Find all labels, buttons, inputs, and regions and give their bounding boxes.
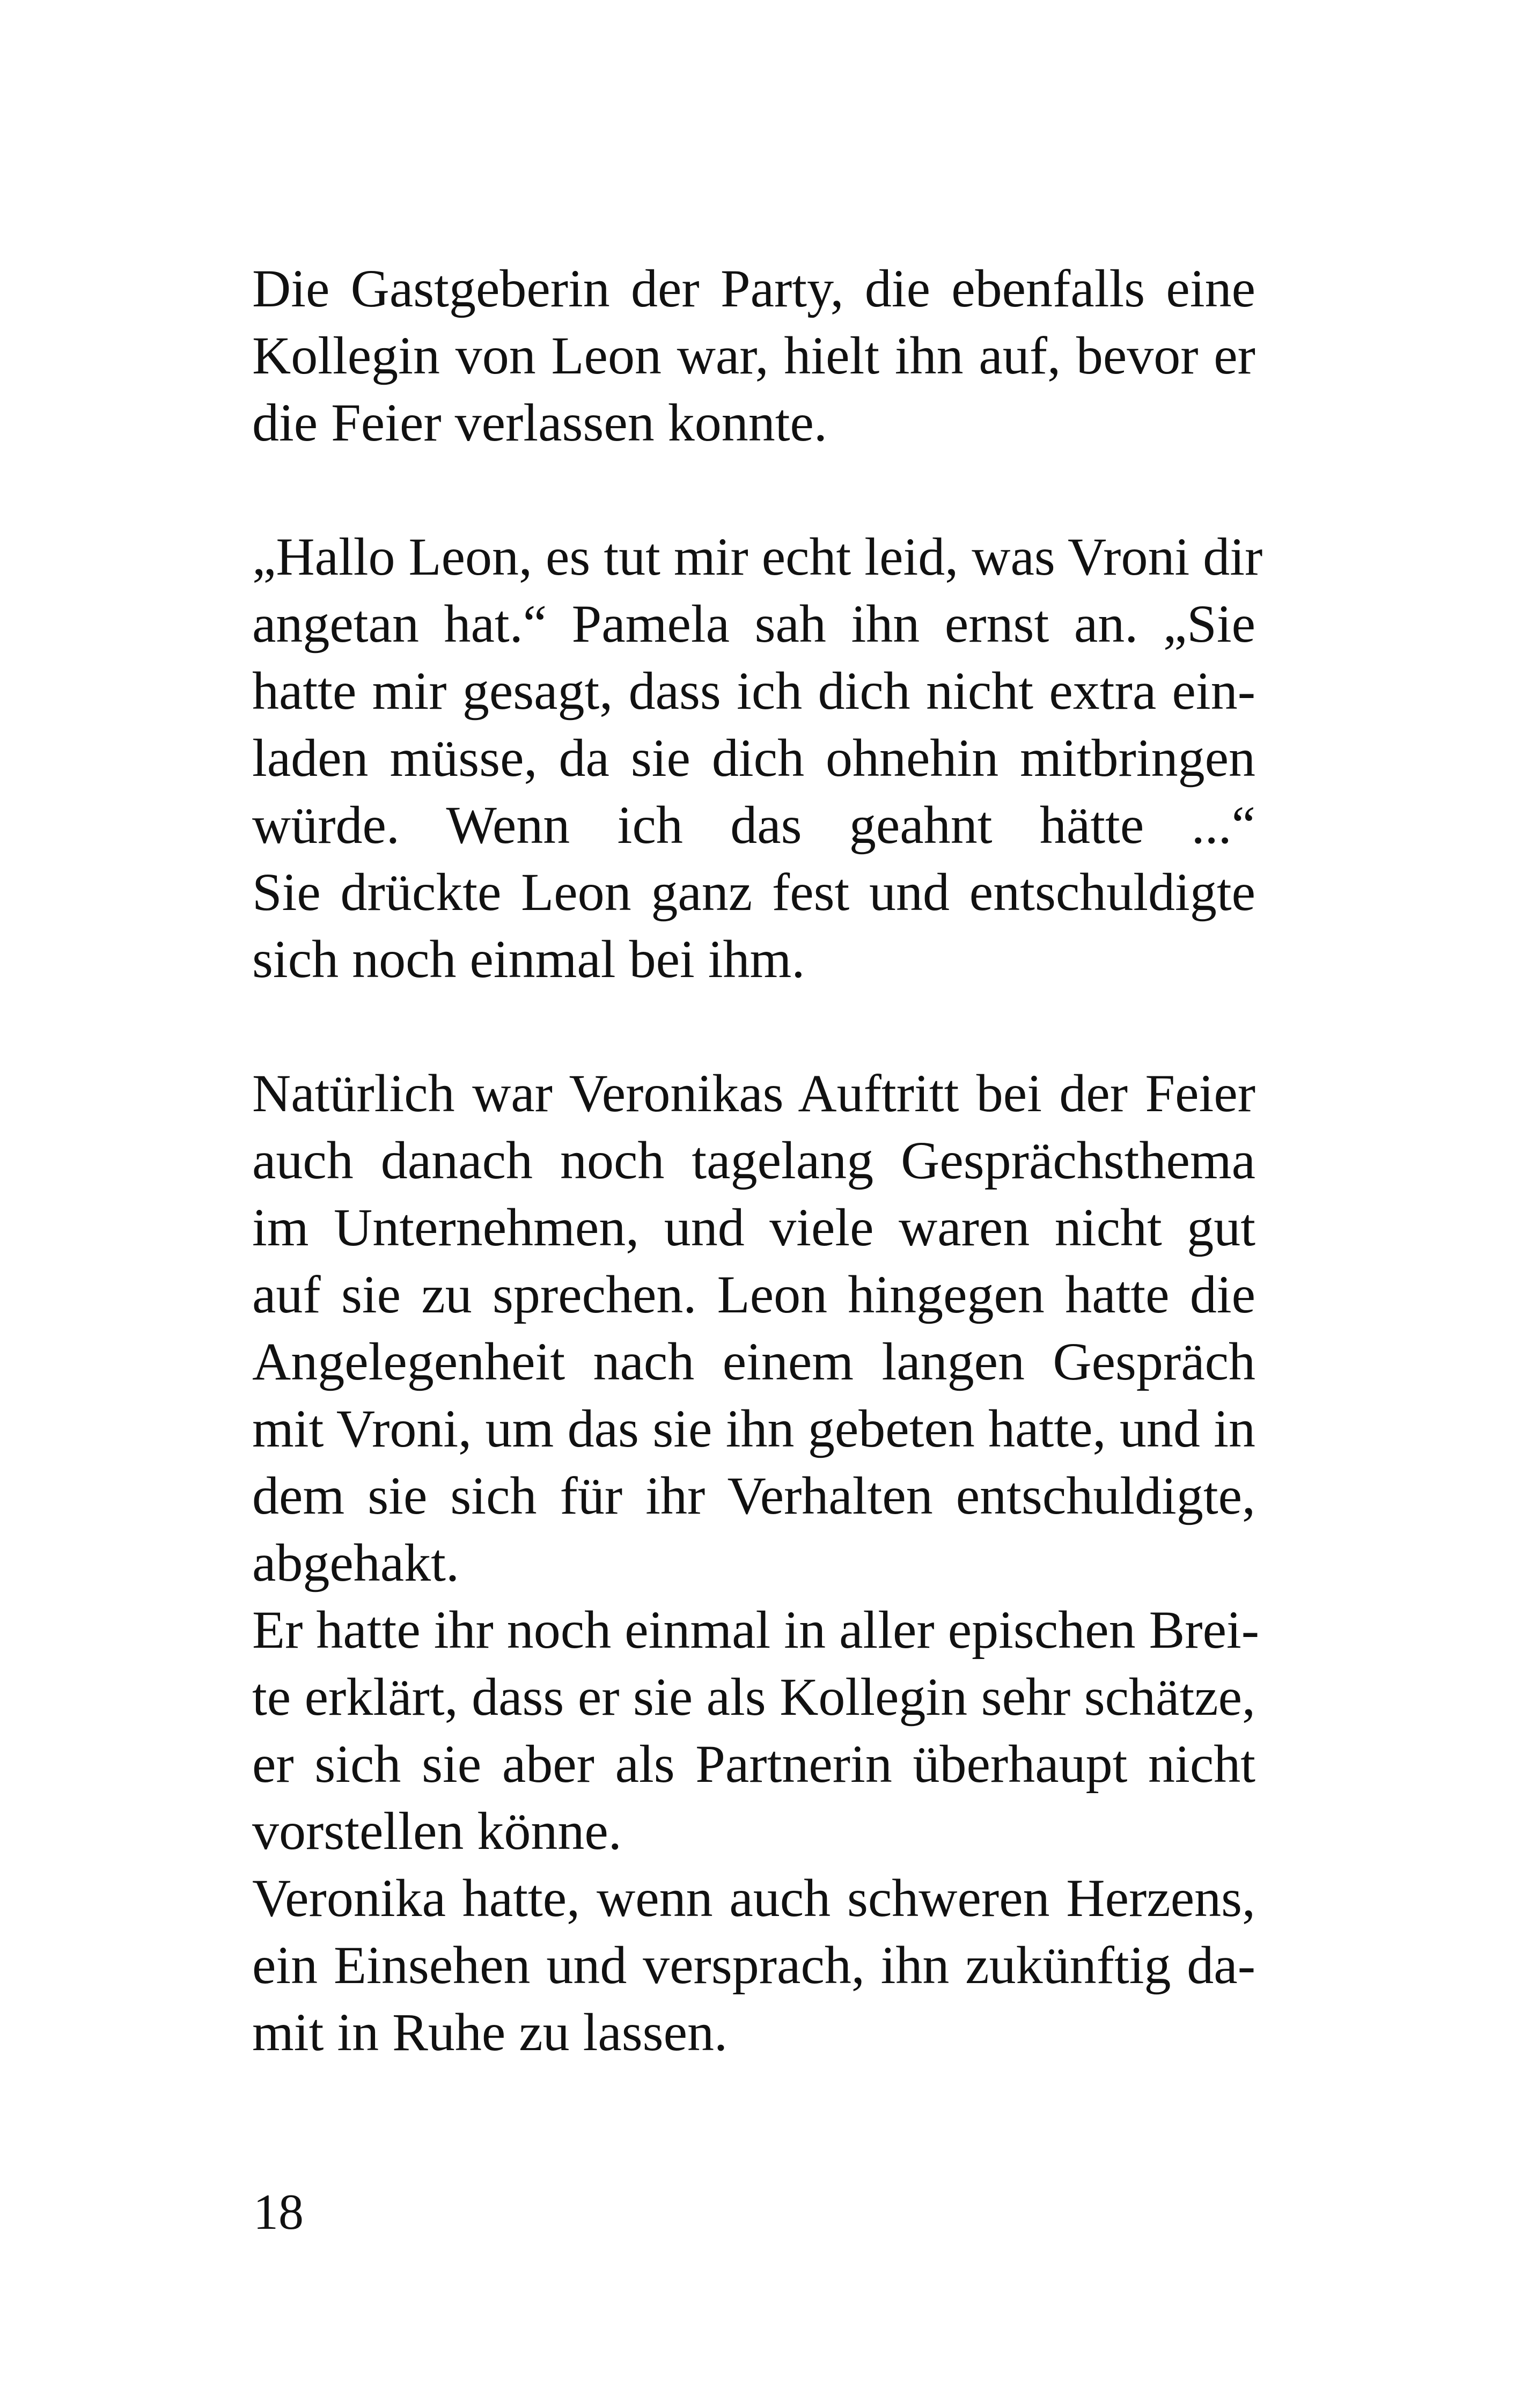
text-line: mit in Ruhe zu lassen. — [252, 2002, 728, 2062]
text-line: Veronika hatte, wenn auch schweren Herzens, — [252, 1868, 1255, 1928]
text-line: Die Gastgeberin der Party, die ebenfalls eine — [252, 259, 1255, 318]
text-line: würde. Wenn ich das geahnt hätte ...“ — [252, 795, 1255, 855]
text-line: die Feier verlassen konnte. — [252, 393, 827, 452]
text-line: auch danach noch tagelang Gesprächsthema — [252, 1130, 1255, 1190]
text-line: hatte mir gesagt, dass ich dich nicht extra ein- — [252, 661, 1255, 721]
text-line: mit Vroni, um das sie ihn gebeten hatte, und in — [252, 1399, 1255, 1458]
text-line: angetan hat.“ Pamela sah ihn ernst an. „Sie — [252, 594, 1255, 654]
paragraph-3 — [252, 1060, 1260, 2066]
text-line: laden müsse, da sie dich ohnehin mitbringen — [252, 728, 1255, 788]
text-line: abgehakt. — [252, 1533, 459, 1592]
text-line: im Unternehmen, und viele waren nicht gut — [252, 1198, 1255, 1257]
text-line: Er hatte ihr noch einmal in aller epischen Brei- — [252, 1600, 1260, 1660]
text-line: ein Einsehen und versprach, ihn zukünftig da- — [252, 1935, 1255, 1995]
text-line: Kollegin von Leon war, hielt ihn auf, bevor er — [252, 326, 1255, 385]
text-line: te erklärt, dass er sie als Kollegin sehr schätze, — [252, 1667, 1255, 1727]
paragraph-1 — [252, 255, 1255, 456]
text-line: Natürlich war Veronikas Auftritt bei der Feier — [252, 1063, 1255, 1123]
text-line: Angelegenheit nach einem langen Gespräch — [252, 1332, 1255, 1391]
text-line: sich noch einmal bei ihm. — [252, 929, 805, 989]
page-number: 18 — [253, 2184, 304, 2240]
text-line: dem sie sich für ihr Verhalten entschuldigte, — [252, 1466, 1255, 1525]
text-line: Sie drückte Leon ganz fest und entschuldigte — [252, 862, 1255, 922]
paragraph-2 — [252, 523, 1263, 993]
text-line: vorstellen könne. — [252, 1801, 622, 1861]
text-line: auf sie zu sprechen. Leon hingegen hatte die — [252, 1265, 1255, 1324]
text-line: „Hallo Leon, es tut mir echt leid, was Vroni dir — [252, 527, 1263, 586]
text-line: er sich sie aber als Partnerin überhaupt nicht — [252, 1734, 1255, 1794]
